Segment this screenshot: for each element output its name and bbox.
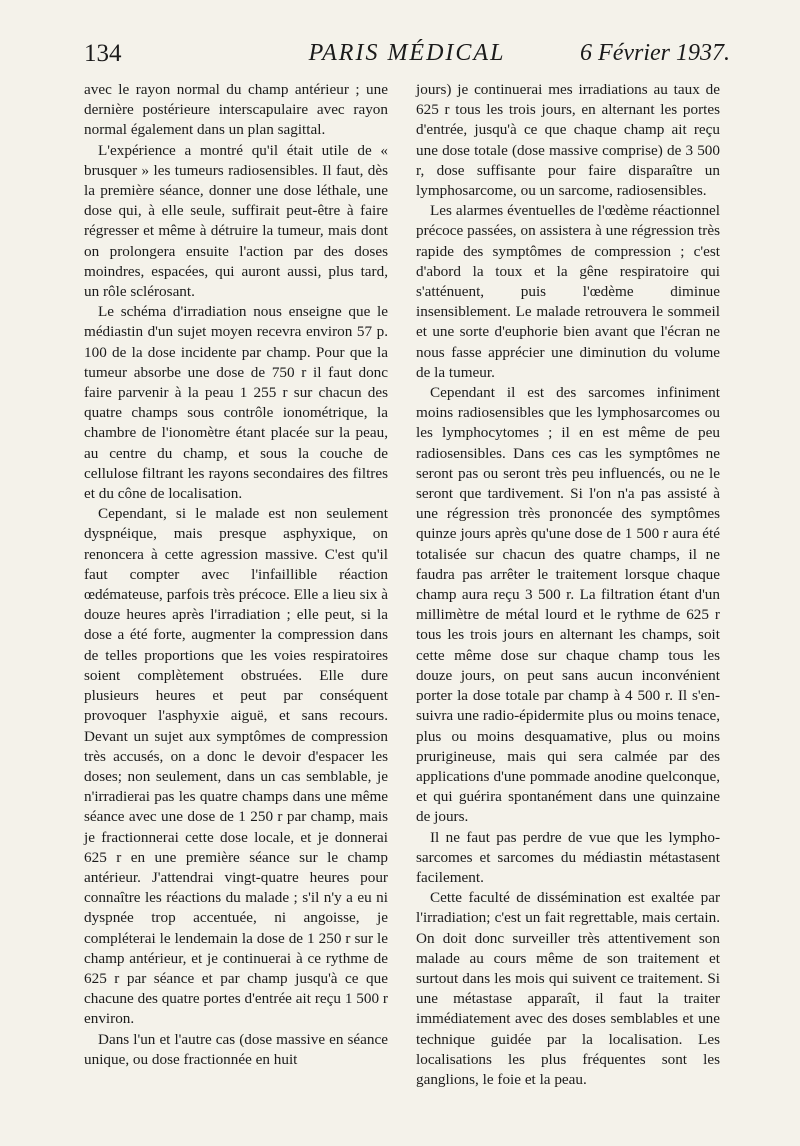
- paragraph: Cependant, si le malade est non seulement dyspnéique, mais presque asphyxique, on renoncera à cette agression massive. C'est qu'il faut compter avec l'infaillible réaction œdémateuse, parfois très précoce. Elle a lieu six à douze heures après l'irradiation ; elle peut, si la dose a été forte, augmenter la compression dans de telles proportions que les voies respiratoires soient complètement obstruées. Elle dure plusieurs heures et peut par conséquent provoquer l'asphyxie aiguë, et sans recours. Devant un sujet aux symptômes de compression très accusés, on a donc le devoir d'espacer les doses; non seulement, dans un cas semblable, je n'irradierai pas les quatre champs dans une même séance avec une dose de 1 250 r par champ, mais je fractionnerai cette dose locale, et je donnerai 625 r en une première séance sur le champ antérieur. J'attendrai vingt-quatre heures pour connaître les réactions du malade ; s'il n'y a eu ni dyspnée trop accentuée, ni angoisse, je compléterai le lendemain la dose de 1 250 r sur le champ antérieur, et je continuerai à ce rythme de 625 r par séance et par champ jusqu'à ce que chacune des quatre portes d'entrée ait reçu 1 500 r environ.: [84, 505, 388, 1028]
- paragraph: avec le rayon normal du champ antérieur ; une dernière postérieure interscapulaire avec rayon normal également dans un plan sagittal.: [84, 81, 388, 139]
- paragraph: Cependant il est des sarcomes infiniment moins radiosensibles que les lymphosarcomes ou les lymphocytomes ; il en est même de peu radiosensibles. Dans ces cas les symptômes ne seront pas ou seront très peu influencés, ou ne le seront que tardivement. Si l'on n'a pas assisté à une régression très prononcée des symptômes quinze jours après qu'une dose de 1 500 r aura été totalisée sur chacun des quatre champs, il ne faudra pas arrêter le traitement lorsque chaque champ aura reçu 3 500 r. La filtration étant d'un millimètre de métal lourd et le rythme de 625 r tous les trois jours en alternant les champs, soit cette même dose sur chaque champ tous les douze jours, on peut sans aucun inconvénient porter la dose totale par champ à 4 500 r. Il s'ensuivra une radio-épidermite plus ou moins tenace, plus ou moins desquamative, plus ou moins prurigineuse, mais qui sera calmée par des applications d'une pommade anodine quelconque, et qui guérira spontanément dans une quinzaine de jours.: [416, 384, 720, 826]
- journal-title: PARIS MÉDICAL: [308, 40, 506, 66]
- paragraph: Les alarmes éventuelles de l'œdème réactionnel précoce passées, on assistera à une régression très rapide des symptômes de compression ; c'est d'abord la toux et la gêne respiratoire qui s'atténuent, puis l'œdème diminue insensiblement. Le malade retrouvera le sommeil et une sorte d'euphorie bien avant que l'écran ne nous fasse apprécier une diminution du volume de la tumeur.: [416, 202, 720, 381]
- issue-date: 6 Février 1937.: [580, 40, 730, 66]
- paragraph: Il ne faut pas perdre de vue que les lymphosarcomes et sarcomes du médiastin métastasent facilement.: [416, 828, 720, 886]
- paragraph: L'expérience a montré qu'il était utile de « brusquer » les tumeurs radiosensibles. Il faut, dès la première séance, donner une dose léthale, une dose qui, à elle seule, suffirait peut-être à faire régresser et même à détruire la tumeur, mais dont on prolongera ensuite l'action par des doses moindres, espacées, qui auront aussi, plus tard, un rôle sclérosant.: [84, 141, 388, 301]
- page-header: [84, 40, 730, 74]
- left-column: [84, 80, 388, 1070]
- page-number: 134: [84, 40, 122, 67]
- paragraph: jours) je continuerai mes irradiations au taux de 625 r tous les trois jours, en alternant les portes d'entrée, jusqu'à ce que chaque champ ait reçu une dose totale (dose massive comprise) de 3 500 r, dose suffisante pour faire disparaître un lymphosarcome, ou un sarcome, radiosensibles.: [416, 81, 720, 200]
- paragraph: Le schéma d'irradiation nous enseigne que le médiastin d'un sujet moyen recevra environ 57 p. 100 de la dose incidente par champ. Pour que la tumeur absorbe une dose de 750 r il faut donc faire parvenir à la peau 1 255 r sur chacun des quatre champs sous contrôle ionométrique, la chambre de l'ionomètre étant placée sur la peau, au centre du champ, et sous la couche de cellulose filtrant les rayons secondaires des filtres et du cône de localisation.: [84, 303, 388, 503]
- right-column: [416, 80, 720, 1090]
- paragraph: Cette faculté de dissémination est exaltée par l'irradiation; c'est un fait regrettable, mais certain. On doit donc surveiller très attentivement son malade au cours même de son traitement et surtout dans les mois qui suivent ce traitement. Si une métastase apparaît, il faut la traiter immédiatement avec des doses semblables et une technique guidée par la localisation. Les localisations les plus fréquentes sont les ganglions, le foie et la peau.: [416, 889, 720, 1088]
- paragraph: Dans l'un et l'autre cas (dose massive en séance unique, ou dose fractionnée en huit: [84, 1030, 388, 1068]
